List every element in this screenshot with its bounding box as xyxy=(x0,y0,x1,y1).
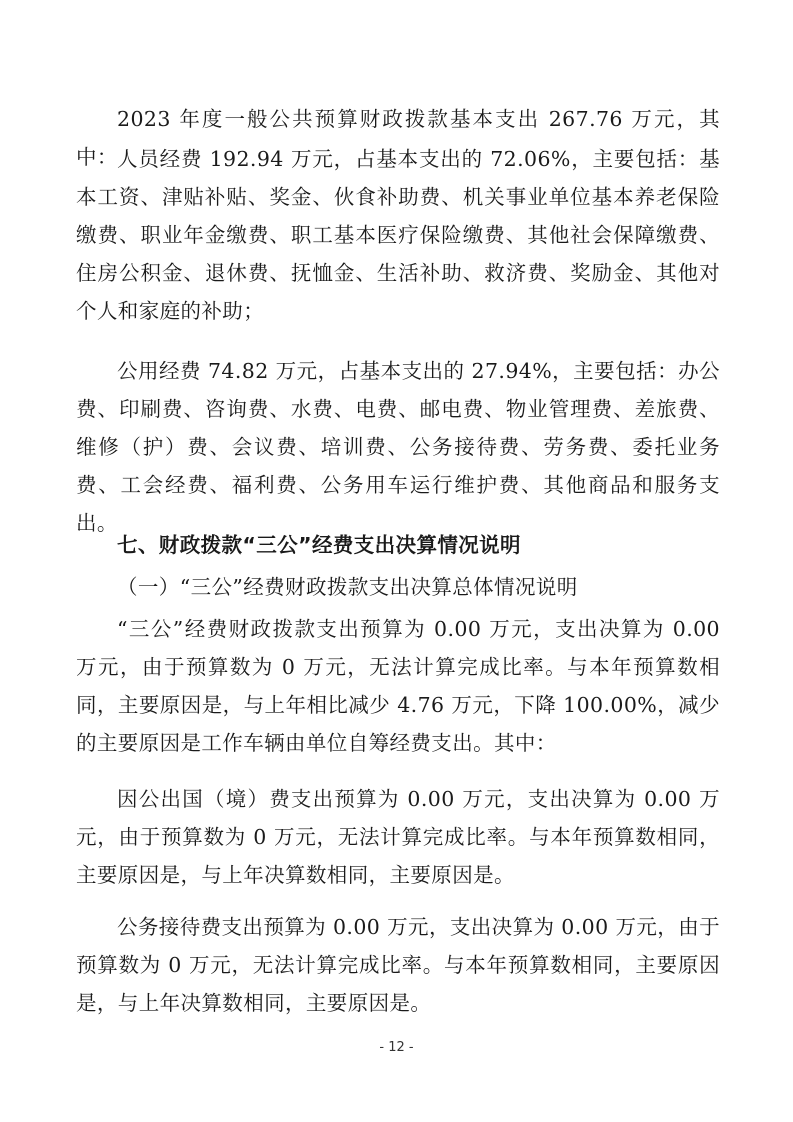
section-heading: 七、财政拨款“三公”经费支出决算情况说明 xyxy=(117,533,521,557)
paragraph-official-reception: 公务接待费支出预算为 0.00 万元，支出决算为 0.00 万元，由于预算数为 0 万元，无法计算完成比率。与本年预算数相同，主要原因是，与上年决算数相同，主要原因是。 xyxy=(76,915,720,1015)
paragraph-personnel-expenses: 人员经费 192.94 万元，占基本支出的 72.06%，主要包括：基本工资、津贴补贴、奖金、伙食补助费、机关事业单位基本养老保险缴费、职业年金缴费、职工基本医疗保险缴费、其他社会保障缴费、住房公积金、退休费、抚恤金、生活补助、救济费、奖励金、其他对个人和家庭的补助； xyxy=(76,147,720,323)
paragraph-public-expenses: 公用经费 74.82 万元，占基本支出的 27.94%，主要包括：办公费、印刷费、咨询费、水费、电费、邮电费、物业管理费、差旅费、维修（护）费、会议费、培训费、公务接待费、劳务费、委托业务费、工会经费、福利费、公务用车运行维护费、其他商品和服务支出。 xyxy=(76,359,720,535)
paragraph-basic-expenditure-summary: 2023 年度一般公共预算财政拨款基本支出 267.76 万元，其中： xyxy=(76,107,720,169)
page-number: - 12 - xyxy=(379,1040,414,1055)
paragraph-overseas-travel: 因公出国（境）费支出预算为 0.00 万元，支出决算为 0.00 万元，由于预算数为 0 万元，无法计算完成比率。与本年预算数相同，主要原因是，与上年决算数相同，主要原因是。 xyxy=(76,787,720,887)
subsection-heading: （一）“三公”经费财政拨款支出决算总体情况说明 xyxy=(117,575,578,599)
paragraph-three-public-overview: “三公”经费财政拨款支出预算为 0.00 万元，支出决算为 0.00 万元，由于预算数为 0 万元，无法计算完成比率。与本年预算数相同，主要原因是，与上年相比减少 4.76 万元，下降 100.00%，减少的主要原因是工作车辆由单位自筹经费支出。其中： xyxy=(76,617,720,755)
